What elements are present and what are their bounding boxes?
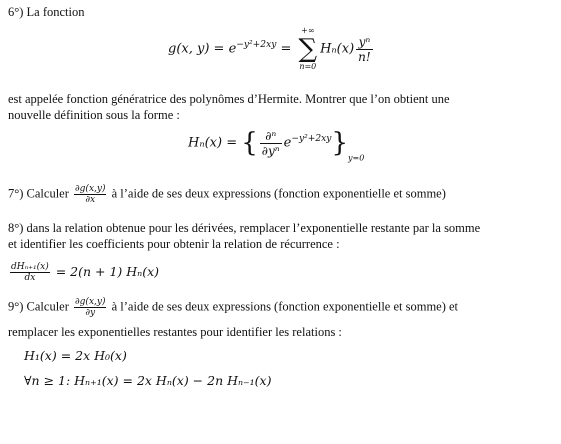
eq-def-e: e — [283, 135, 292, 151]
q6-heading: 6°) La fonction — [8, 5, 85, 19]
q9-fraction — [74, 297, 106, 318]
q7-frac-num: ∂g(x,y) — [75, 184, 106, 194]
q9-frac-den: ∂y — [85, 308, 96, 318]
eq-gen-exponent: −y²+2xy — [236, 40, 277, 51]
eq-gen-lhs: g(x, y) = e — [168, 41, 237, 57]
q7-line — [8, 184, 446, 205]
eq-gen-frac-num: yⁿ — [356, 35, 373, 50]
q7-after: à l’aide de ses deux expressions (fonction exponentielle et somme) — [108, 186, 446, 201]
q8-rhs: = 2(n + 1) Hₙ(x) — [51, 264, 160, 279]
eq-gen-fraction — [356, 35, 373, 64]
q8-recurrence — [8, 262, 159, 283]
sigma-symbol: ∑ — [298, 34, 318, 64]
q8-fraction — [10, 262, 50, 283]
q6-text-line-1: est appelée fonction génératrice des polynômes d’Hermite. Montrer que l’on obtient une — [8, 92, 450, 106]
q6-text-line-2: nouvelle définition sous la forme : — [8, 108, 180, 122]
eq-def-d-num: ∂ⁿ — [260, 129, 282, 144]
eq-gen-equals: = — [276, 41, 296, 57]
generating-function-equation — [168, 26, 375, 72]
q9-relation-1: H₁(x) = 2x H₀(x) — [24, 348, 127, 363]
eq-def-eval-sub: y=0 — [347, 153, 365, 163]
eq-gen-term: Hₙ(x) — [320, 41, 355, 57]
q9-after: à l’aide de ses deux expressions (fonction exponentielle et somme) et — [108, 299, 459, 314]
q7-before: 7°) Calculer — [8, 186, 73, 201]
q8-text-line-2: et identifier les coefficients pour obtenir la relation de récurrence : — [8, 237, 340, 251]
sum-upper-limit: +∞ — [301, 26, 315, 35]
close-brace: } — [331, 128, 348, 158]
q8-frac-den: dx — [24, 273, 36, 283]
eq-def-exponent: −y²+2xy — [291, 134, 332, 145]
q8-frac-num: dHₙ₊₁(x) — [11, 262, 49, 272]
sum-lower-limit: n=0 — [299, 62, 317, 71]
eq-gen-frac-den: n! — [358, 49, 371, 64]
hermite-definition-equation — [188, 128, 364, 163]
q7-fraction — [74, 184, 106, 205]
q7-frac-den: ∂x — [85, 195, 96, 205]
summation — [299, 26, 318, 72]
eq-def-lhs: Hₙ(x) = — [188, 135, 242, 151]
q9-text-line-2: remplacer les exponentielles restantes pour identifier les relations : — [8, 325, 342, 339]
q8-text-line-1: 8°) dans la relation obtenue pour les dérivées, remplacer l’exponentielle restante par la somme — [8, 221, 481, 235]
eq-def-d-den: ∂yⁿ — [261, 143, 280, 158]
eq-def-derivative — [260, 129, 282, 158]
q9-frac-num: ∂g(x,y) — [75, 297, 106, 307]
open-brace: { — [241, 128, 258, 158]
q9-before: 9°) Calculer — [8, 299, 73, 314]
q9-relation-2: ∀n ≥ 1: Hₙ₊₁(x) = 2x Hₙ(x) − 2n Hₙ₋₁(x) — [24, 373, 272, 388]
q9-line-1 — [8, 297, 458, 318]
